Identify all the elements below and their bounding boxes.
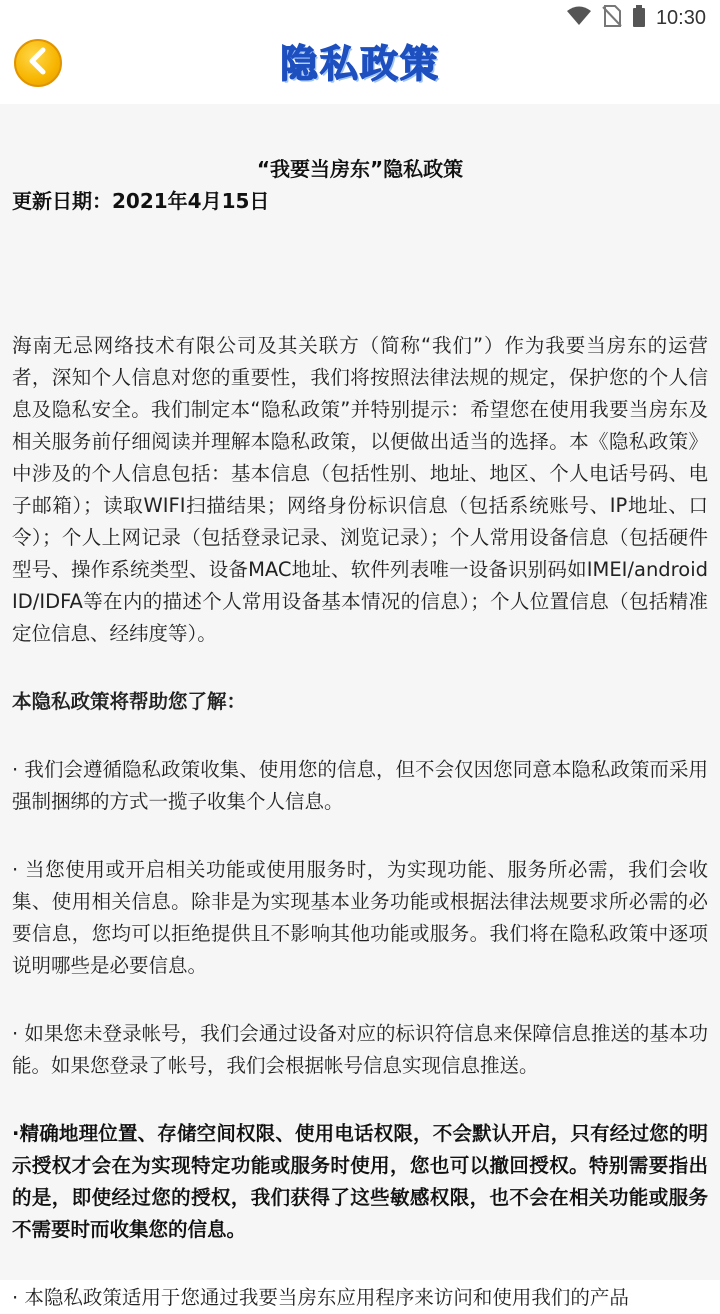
bullet-item-partial: · 本隐私政策适用于您通过我要当房东应用程序来访问和使用我们的产品 bbox=[12, 1286, 629, 1309]
page-title: 隐私政策 bbox=[279, 42, 440, 86]
document-title: “我要当房东”隐私政策 bbox=[256, 157, 464, 181]
no-sim-icon bbox=[602, 5, 622, 31]
status-icons bbox=[566, 4, 706, 32]
policy-content[interactable] bbox=[0, 104, 720, 1309]
battery-icon bbox=[632, 5, 646, 31]
wifi-icon bbox=[566, 6, 592, 30]
bold-bullet-item: ·精确地理位置、存储空间权限、使用电话权限，不会默认开启，只有经过您的明示授权才会在为实现特定功能或服务时使用，您也可以撤回授权。特别需要指出的是，即使经过您的授权，我们获得了这些敏感权限，也不会在相关功能或服务不需要时而收集您的信息。 bbox=[12, 1122, 708, 1241]
bullet-item: · 如果您未登录帐号，我们会通过设备对应的标识符信息来保障信息推送的基本功能。如果您登录了帐号，我们会根据帐号信息实现信息推送。 bbox=[12, 1022, 708, 1077]
section-heading: 本隐私政策将帮助您了解： bbox=[12, 690, 247, 713]
app-header bbox=[0, 36, 720, 104]
status-bar bbox=[0, 0, 720, 36]
bullet-item: · 我们会遵循隐私政策收集、使用您的信息，但不会仅因您同意本隐私政策而采用强制捆绑的方式一揽子收集个人信息。 bbox=[12, 758, 708, 813]
status-time: 10:30 bbox=[655, 6, 706, 29]
update-date: 更新日期：2021年4月15日 bbox=[12, 189, 270, 213]
intro-paragraph: 海南无忌网络技术有限公司及其关联方（简称“我们”）作为我要当房东的运营者，深知个人信息对您的重要性，我们将按照法律法规的规定，保护您的个人信息及隐私安全。我们制定本“隐私政策”并特别提示：希望您在使用我要当房东及相关服务前仔细阅读并理解本隐私政策，以便做出适当的选择。本《隐私政策》中涉及的个人信息包括：基本信息（包括性别、地址、地区、个人电话号码、电子邮箱）；读取WIFI扫描结果；网络身份标识信息（包括系统账号、IP地址、口令）；个人上网记录（包括登录记录、浏览记录）；个人常用设备信息（包括硬件型号、操作系统类型、设备MAC地址、软件列表唯一设备识别码如IMEI/android ID/IDFA等在内的描述个人常用设备基本情况的信息）；个人位置信息（包括精准定位信息、经纬度等）。 bbox=[12, 334, 708, 645]
bullet-item: · 当您使用或开启相关功能或使用服务时，为实现功能、服务所必需，我们会收集、使用相关信息。除非是为实现基本业务功能或根据法律法规要求所必需的必要信息，您均可以拒绝提供且不影响其他功能或服务。我们将在隐私政策中逐项说明哪些是必要信息。 bbox=[12, 858, 708, 977]
